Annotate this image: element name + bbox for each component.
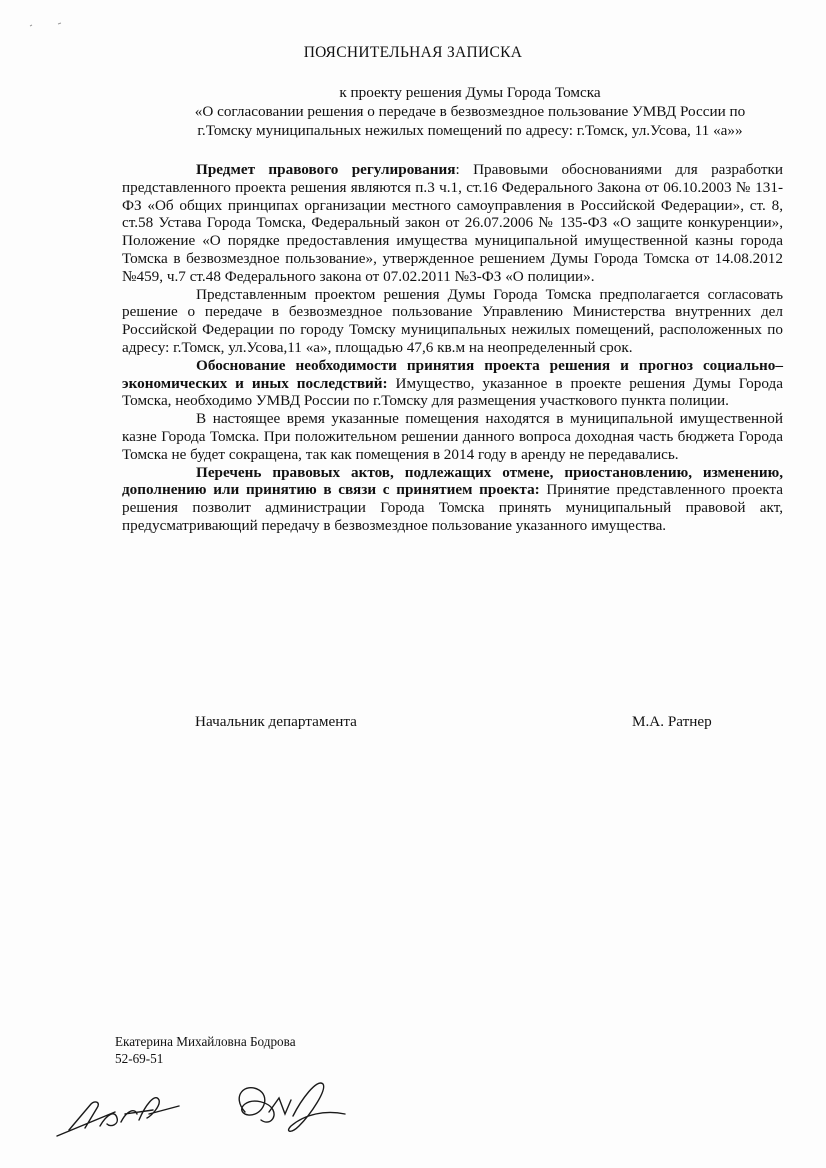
subtitle-line: к проекту решения Думы Города Томска bbox=[339, 84, 601, 101]
executor-info bbox=[115, 1033, 296, 1067]
subtitle-line: «О согласовании решения о передаче в безвозмездное пользование УМВД России по bbox=[194, 103, 746, 120]
handwritten-signatures-icon bbox=[55, 1070, 355, 1150]
paragraph-justification bbox=[122, 357, 783, 410]
paragraph-proposal bbox=[122, 286, 783, 357]
signatory-name: М.А. Ратнер bbox=[632, 713, 712, 730]
subtitle-line: г.Томску муниципальных нежилых помещений по адресу: г.Томск, ул.Усова, 11 «а»» bbox=[197, 122, 743, 139]
paragraph-text: Имущество, указанное в проекте решения Думы Города Томска, необходимо УМВД России по г.Томску для размещения участкового пункта полиции. bbox=[122, 374, 783, 410]
document-body bbox=[122, 161, 783, 535]
executor-name: Екатерина Михайловна Бодрова bbox=[115, 1034, 296, 1049]
paragraph-heading: Обоснование необходимости принятия проекта решения и прогноз социально–экономических и иных последствий: bbox=[122, 356, 783, 392]
paragraph-text: : Правовыми обоснованиями для разработки представленного проекта решения являются п.3 ч.1, ст.16 Федерального Закона от 06.10.2003 № 131-ФЗ «Об общих принципах организации местного самоуправления в Российской Федерации», ст. 8, ст.58 Устава Города Томска, Федеральный закон от 26.07.2006 № 135-ФЗ «О защите конкуренции», Положение «О порядке предоставления имущества муниципальной имущественной казны города Томска в безвозмездное пользование», утвержденное решением Думы Города Томска от 14.08.2012 №459, ч.7 ст.48 Федерального закона от 07.02.2011 №3-ФЗ «О полиции». bbox=[122, 161, 783, 285]
paragraph-text: В настоящее время указанные помещения находятся в муниципальной имущественной казне Города Томска. При положительном решении данного вопроса доходная часть бюджета Города Томска не будет сокращена, так как помещения в 2014 году в аренду не передавались. bbox=[122, 410, 783, 463]
paragraph-text: Представленным проектом решения Думы Города Томска предполагается согласовать решение о передаче в безвозмездное пользование Управлению Министерства внутренних дел Российской Федерации по городу Томску муниципальных нежилых помещений, расположенных по адресу: г.Томск, ул.Усова,11 «а», площадью 47,6 кв.м на неопределенный срок. bbox=[122, 285, 783, 356]
paragraph-text: Принятие представленного проекта решения позволит администрации Города Томска принять муниципальный правовой акт, предусматривающий передачу в безвозмездное пользование указанного имущества. bbox=[122, 481, 783, 534]
paragraph-heading: Предмет правового регулирования bbox=[196, 161, 456, 178]
paragraph-current-status bbox=[122, 410, 783, 463]
paragraph-legal-acts bbox=[122, 464, 783, 535]
paragraph-heading: Перечень правовых актов, подлежащих отмене, приостановлению, изменению, дополнению или принятию в связи с принятием проекта: bbox=[122, 463, 783, 499]
executor-phone: 52-69-51 bbox=[115, 1051, 164, 1066]
scan-mark-icon bbox=[28, 18, 68, 32]
paragraph-subject bbox=[122, 161, 783, 286]
document-subtitle bbox=[150, 83, 790, 140]
signatory-position: Начальник департамента bbox=[195, 713, 357, 730]
document-title: ПОЯСНИТЕЛЬНАЯ ЗАПИСКА bbox=[303, 44, 523, 61]
